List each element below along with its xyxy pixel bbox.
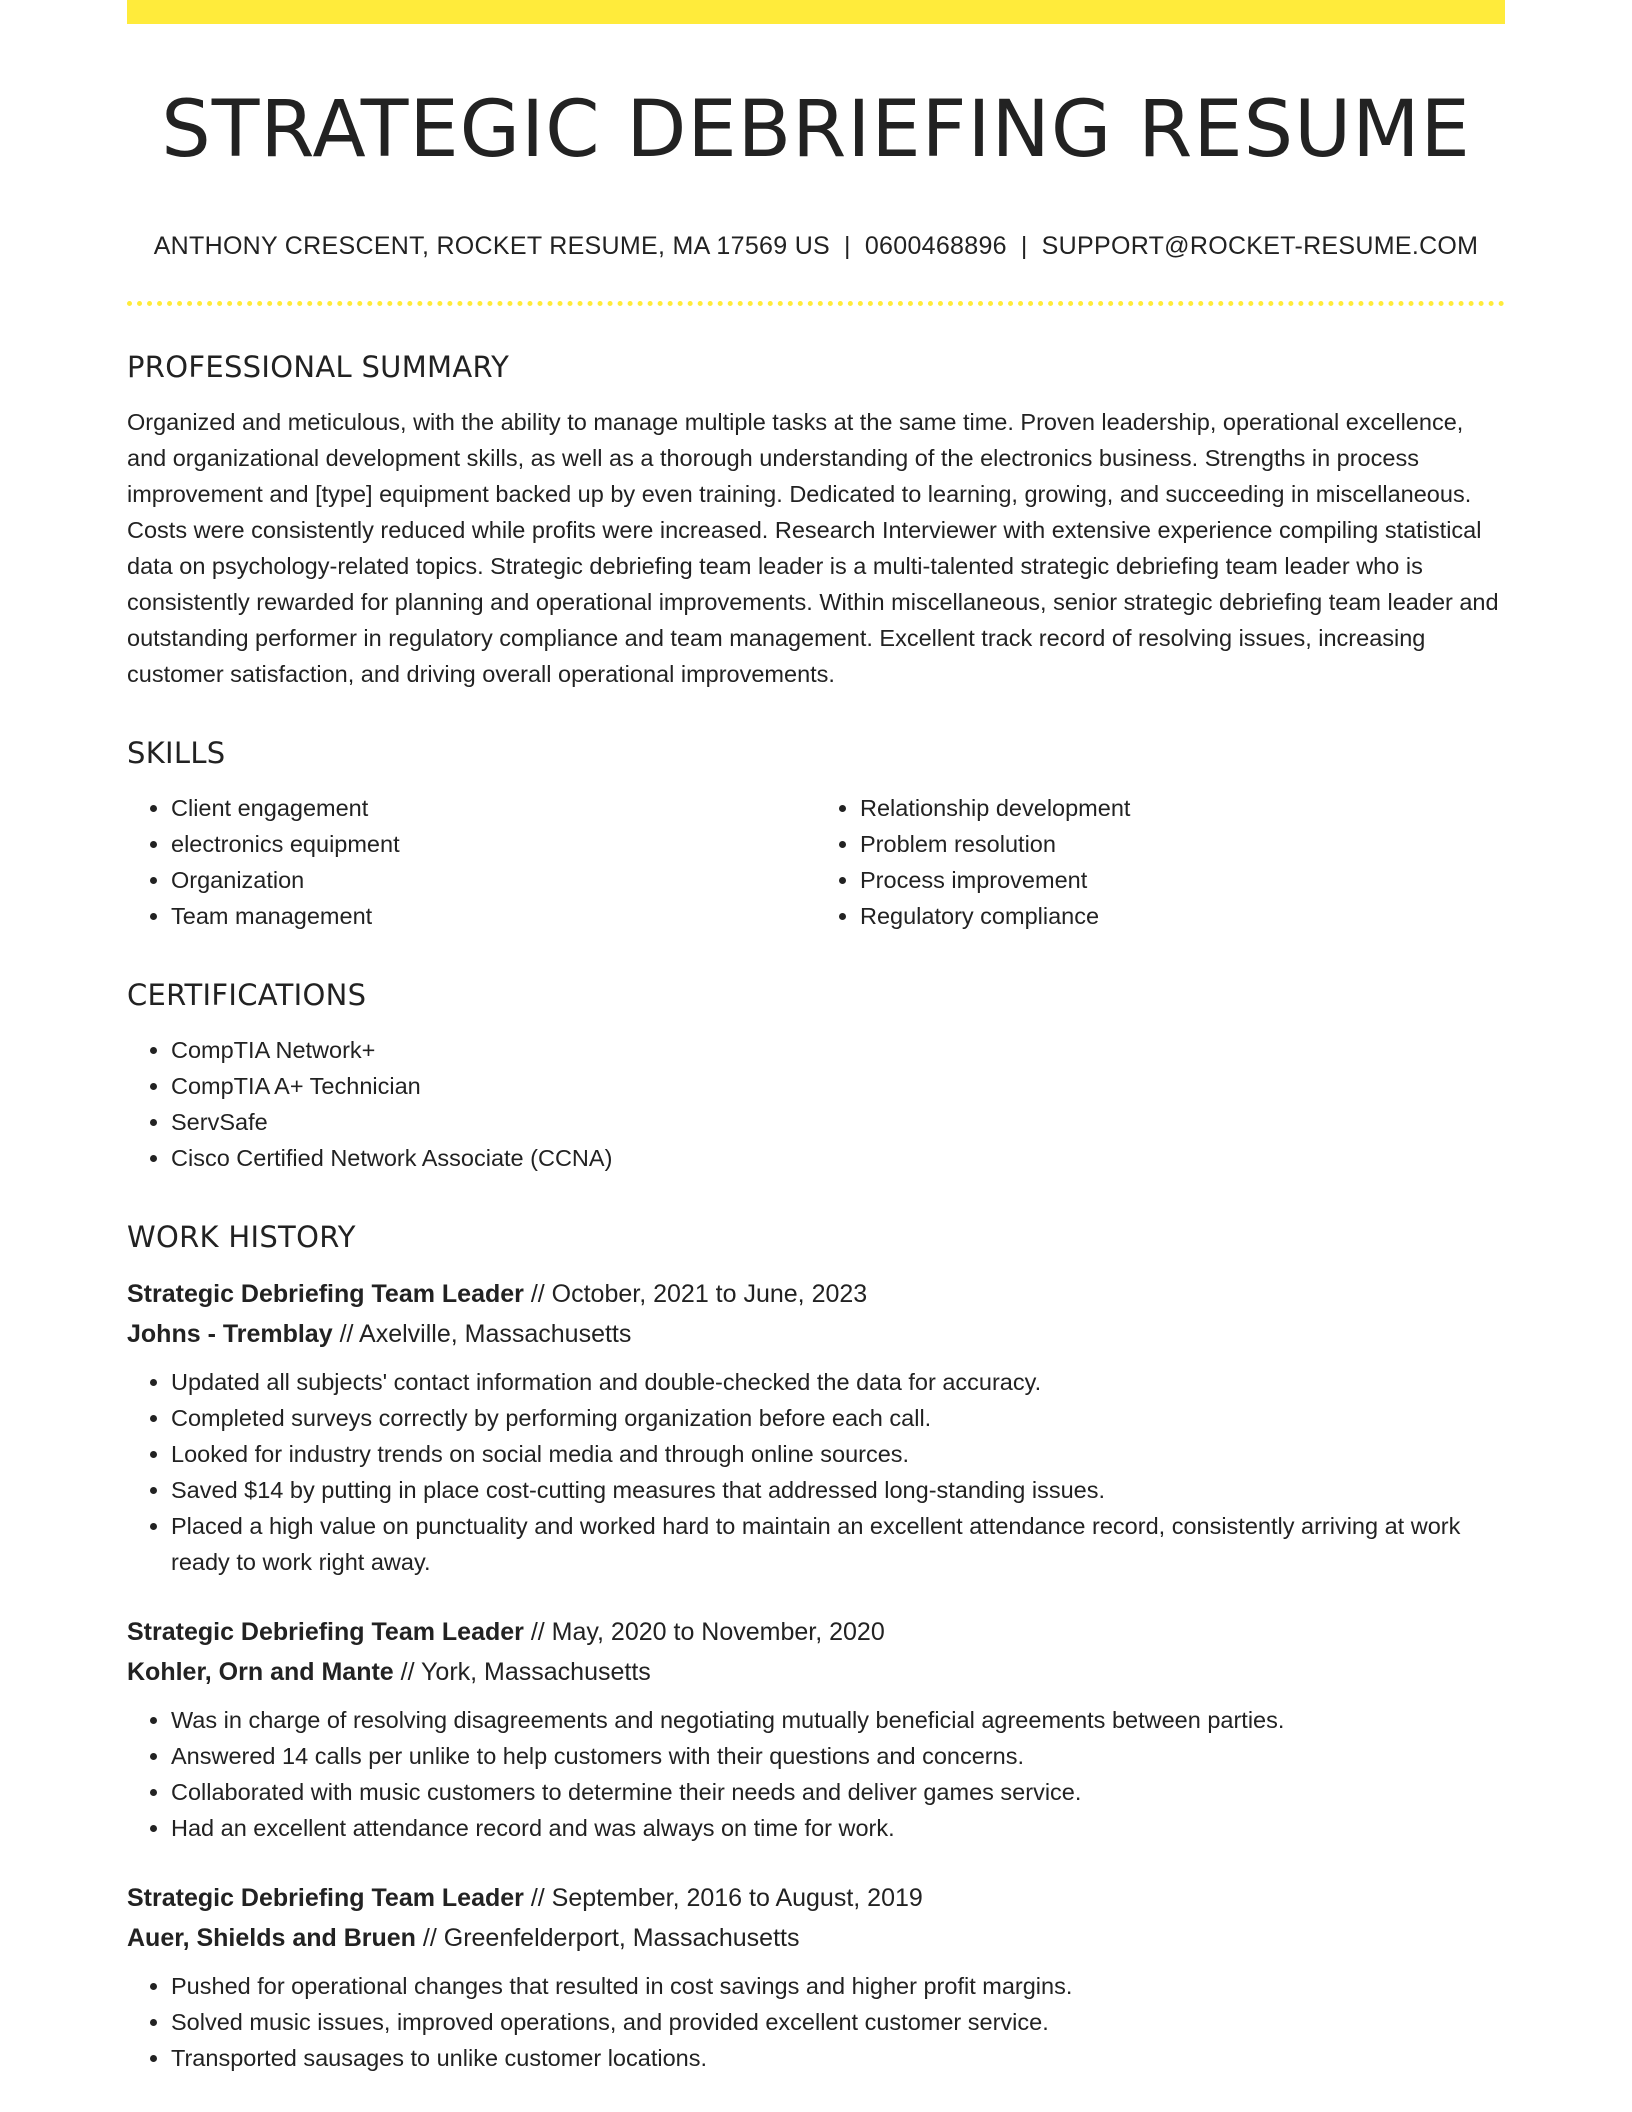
job-bullets <box>127 1968 1505 2076</box>
job-title: Strategic Debriefing Team Leader <box>127 1279 524 1308</box>
skill-item: • electronics equipment <box>171 826 816 862</box>
skill-item: • Team management <box>171 898 816 934</box>
job-title-line <box>127 1274 1505 1314</box>
work-history-section <box>127 1220 1505 2076</box>
job-dates: // September, 2016 to August, 2019 <box>530 1883 923 1912</box>
job-entry <box>127 1612 1505 1846</box>
top-accent-bar <box>127 0 1505 24</box>
job-location: // York, Massachusetts <box>400 1657 651 1686</box>
job-company-line <box>127 1918 1505 1958</box>
skill-item: • Problem resolution <box>860 826 1505 862</box>
certifications-heading: CERTIFICATIONS <box>127 977 367 1012</box>
work-history-heading: WORK HISTORY <box>127 1219 356 1254</box>
resume-page <box>127 0 1505 2076</box>
job-bullet: • Was in charge of resolving disagreements and negotiating mutually beneficial agreements between parties. <box>171 1702 1505 1738</box>
job-bullet: • Had an excellent attendance record and was always on time for work. <box>171 1810 1505 1846</box>
summary-section <box>127 350 1505 692</box>
job-company-line <box>127 1652 1505 1692</box>
job-company: Kohler, Orn and Mante <box>127 1657 394 1686</box>
skill-item: • Process improvement <box>860 862 1505 898</box>
job-bullet: • Looked for industry trends on social media and through online sources. <box>171 1436 1505 1472</box>
job-title-line <box>127 1878 1505 1918</box>
job-title-line <box>127 1612 1505 1652</box>
job-bullet: • Pushed for operational changes that resulted in cost savings and higher profit margins. <box>171 1968 1505 2004</box>
job-dates: // May, 2020 to November, 2020 <box>530 1617 885 1646</box>
job-entry <box>127 1878 1505 2076</box>
job-bullet: • Collaborated with music customers to determine their needs and deliver games service. <box>171 1774 1505 1810</box>
job-dates: // October, 2021 to June, 2023 <box>530 1279 868 1308</box>
job-bullet: • Completed surveys correctly by performing organization before each call. <box>171 1400 1505 1436</box>
job-bullet: • Solved music issues, improved operations, and provided excellent customer service. <box>171 2004 1505 2040</box>
certification-item: • Cisco Certified Network Associate (CCNA) <box>171 1140 1505 1176</box>
contact-email: SUPPORT@ROCKET-RESUME.COM <box>1041 231 1479 260</box>
skills-list-left <box>127 790 816 934</box>
job-company: Johns - Tremblay <box>127 1319 333 1348</box>
summary-heading: PROFESSIONAL SUMMARY <box>127 349 510 384</box>
summary-text: Organized and meticulous, with the ability to manage multiple tasks at the same time. Proven leadership, operational excellence, and organizational development skills, as well as a thorough understanding of the electronics business. Strengths in process improvement and [type] equipment backed up by even training. Dedicated to learning, growing, and succeeding in miscellaneous. Costs were consistently reduced while profits were increased. Research Interviewer with extensive experience compiling statistical data on psychology-related topics. Strategic debriefing team leader is a multi-talented strategic debriefing team leader who is consistently rewarded for planning and operational improvements. Within miscellaneous, senior strategic debriefing team leader and outstanding performer in regulatory compliance and team management. Excellent track record of resolving issues, increasing customer satisfaction, and driving overall operational improvements. <box>127 408 1499 687</box>
skills-heading: SKILLS <box>127 735 226 770</box>
skill-item: • Organization <box>171 862 816 898</box>
certifications-list <box>127 1032 1505 1176</box>
contact-separator: | <box>1020 231 1028 260</box>
job-title: Strategic Debriefing Team Leader <box>127 1883 524 1912</box>
dotted-divider <box>127 301 1505 306</box>
skills-section <box>127 736 1505 934</box>
job-location: // Axelville, Massachusetts <box>339 1319 632 1348</box>
contact-phone: 0600468896 <box>864 231 1007 260</box>
job-bullet: • Answered 14 calls per unlike to help customers with their questions and concerns. <box>171 1738 1505 1774</box>
resume-title: STRATEGIC DEBRIEFING RESUME <box>161 85 1471 175</box>
contact-address: ANTHONY CRESCENT, ROCKET RESUME, MA 17569 US <box>153 231 831 260</box>
job-bullet: • Transported sausages to unlike customer locations. <box>171 2040 1505 2076</box>
job-company: Auer, Shields and Bruen <box>127 1923 416 1952</box>
job-bullet: • Saved $14 by putting in place cost-cutting measures that addressed long-standing issues. <box>171 1472 1505 1508</box>
certification-item: • CompTIA Network+ <box>171 1032 1505 1068</box>
job-location: // Greenfelderport, Massachusetts <box>422 1923 800 1952</box>
job-company-line <box>127 1314 1505 1354</box>
job-bullet: • Placed a high value on punctuality and worked hard to maintain an excellent attendance record, consistently arriving at work ready to work right away. <box>171 1508 1505 1580</box>
job-bullets <box>127 1364 1505 1580</box>
skill-item: • Client engagement <box>171 790 816 826</box>
certification-item: • ServSafe <box>171 1104 1505 1140</box>
skills-list-right <box>816 790 1505 934</box>
job-title: Strategic Debriefing Team Leader <box>127 1617 524 1646</box>
contact-line <box>127 232 1505 261</box>
skill-item: • Relationship development <box>860 790 1505 826</box>
job-entry <box>127 1274 1505 1580</box>
skill-item: • Regulatory compliance <box>860 898 1505 934</box>
job-bullet: • Updated all subjects' contact information and double-checked the data for accuracy. <box>171 1364 1505 1400</box>
certifications-section <box>127 978 1505 1176</box>
certification-item: • CompTIA A+ Technician <box>171 1068 1505 1104</box>
job-bullets <box>127 1702 1505 1846</box>
contact-separator: | <box>844 231 851 260</box>
